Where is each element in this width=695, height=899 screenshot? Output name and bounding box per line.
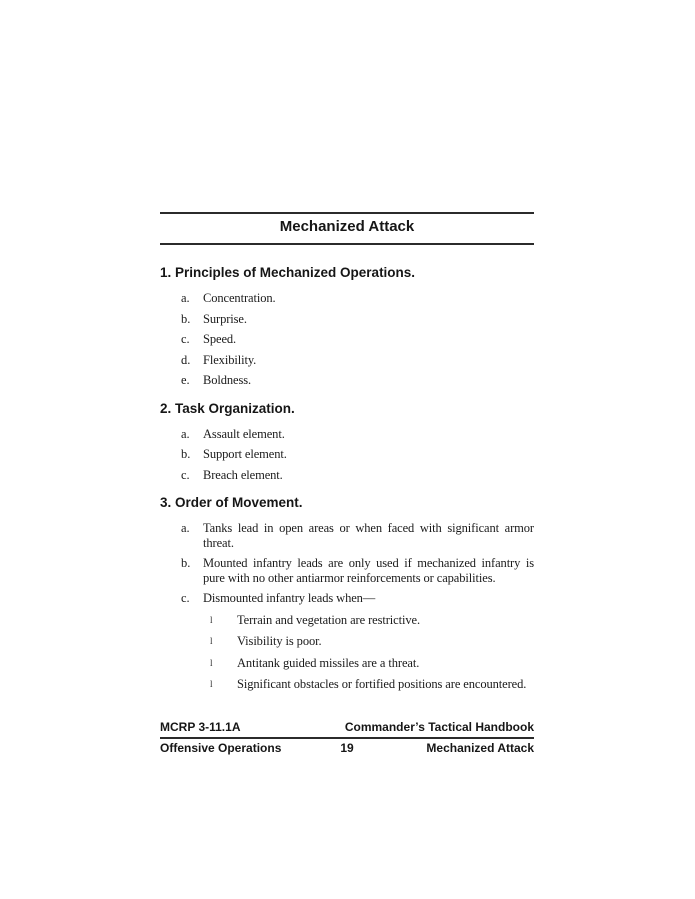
- bullet-item: [160, 634, 534, 649]
- list-item-text: Mounted infantry leads are only used if mechanized infantry is pure with no other antiarmor reinforcements or capabilities.: [203, 556, 534, 585]
- bullet-text: Significant obstacles or fortified positions are encountered.: [237, 677, 527, 691]
- bullet-icon: l: [210, 657, 213, 668]
- footer-top-row: [160, 721, 534, 739]
- list-item-text: Breach element.: [203, 467, 283, 482]
- title-block: [160, 212, 534, 245]
- footer-section-title: Mechanized Attack: [426, 741, 535, 755]
- lettered-list: [160, 521, 534, 692]
- page-footer: [160, 721, 534, 755]
- list-item-text: Surprise.: [203, 311, 247, 326]
- bullet-text: Antitank guided missiles are a threat.: [237, 655, 420, 670]
- footer-chapter-title: Offensive Operations: [160, 741, 282, 755]
- list-item: [160, 373, 534, 388]
- bullet-item: [160, 613, 534, 628]
- list-item: [160, 591, 534, 606]
- list-item-letter: c.: [181, 332, 190, 346]
- list-item-text: Support element.: [203, 447, 287, 461]
- list-item-letter: a.: [181, 426, 190, 441]
- list-item-letter: c.: [181, 591, 190, 605]
- list-item: [160, 353, 534, 368]
- list-item: [160, 427, 534, 442]
- list-item-letter: b.: [181, 556, 191, 570]
- footer-bottom-row: [160, 742, 534, 755]
- bullet-item: [160, 656, 534, 671]
- section-task-organization: [160, 401, 534, 483]
- lettered-list: [160, 427, 534, 483]
- list-item: [160, 332, 534, 347]
- list-item: [160, 468, 534, 483]
- bullet-icon: l: [210, 679, 213, 689]
- bullet-text: Visibility is poor.: [237, 634, 322, 648]
- list-item-text: Speed.: [203, 332, 237, 346]
- list-item-text: Boldness.: [203, 373, 252, 387]
- list-item-text: Flexibility.: [203, 352, 257, 367]
- list-item-letter: a.: [181, 521, 190, 535]
- list-item-text: Concentration.: [203, 291, 276, 305]
- page-title: Mechanized Attack: [279, 218, 415, 235]
- footer-page-number: 19: [340, 741, 354, 755]
- list-item-letter: d.: [181, 352, 191, 367]
- list-item: [160, 447, 534, 462]
- footer-handbook-title: Commander’s Tactical Handbook: [344, 720, 534, 734]
- lettered-list: [160, 291, 534, 388]
- list-item-letter: e.: [181, 373, 190, 387]
- bullet-icon: l: [210, 614, 213, 625]
- list-item-letter: c.: [181, 467, 190, 482]
- bullet-icon: l: [210, 636, 213, 646]
- bullet-list: [160, 613, 534, 692]
- list-item-text: Assault element.: [203, 426, 285, 441]
- bullet-text: Terrain and vegetation are restrictive.: [237, 612, 420, 627]
- bullet-item: [160, 677, 534, 692]
- list-item-text: Tanks lead in open areas or when faced with significant armor threat.: [203, 521, 534, 550]
- section-heading: 1. Principles of Mechanized Operations.: [160, 265, 416, 280]
- section-principles: [160, 265, 534, 388]
- list-item-letter: a.: [181, 291, 190, 305]
- list-item: [160, 521, 534, 550]
- footer-doc-number: MCRP 3-11.1A: [160, 720, 241, 734]
- section-heading: 2. Task Organization.: [160, 400, 295, 416]
- list-item-text: Dismounted infantry leads when—: [203, 591, 376, 605]
- section-heading: 3. Order of Movement.: [160, 495, 303, 510]
- list-item-letter: b.: [181, 447, 191, 461]
- list-item: [160, 312, 534, 327]
- section-order-of-movement: [160, 495, 534, 692]
- document-page: [160, 212, 534, 699]
- list-item-letter: b.: [181, 311, 191, 326]
- list-item: [160, 291, 534, 306]
- list-item: [160, 556, 534, 585]
